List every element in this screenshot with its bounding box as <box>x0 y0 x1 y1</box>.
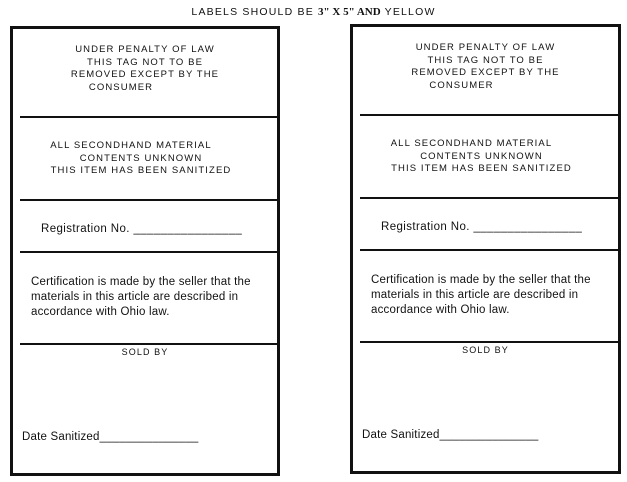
date-sanitized: Date Sanitized_______________ <box>362 429 539 441</box>
certification-text <box>371 273 591 318</box>
divider <box>360 341 618 343</box>
contents-text <box>345 138 618 176</box>
contents-line: CONTENTS UNKNOWN <box>79 152 203 164</box>
sold-by-label: SOLD BY <box>121 347 169 357</box>
contents-line: CONTENTS UNKNOWN <box>420 150 543 162</box>
tag-right <box>350 24 621 474</box>
warning-line: REMOVED EXCEPT BY THE <box>411 67 560 78</box>
certification-text <box>31 275 251 320</box>
warning-text <box>13 44 277 94</box>
header-text-2: YELLOW <box>384 6 436 18</box>
divider <box>360 197 618 199</box>
divider <box>360 114 618 116</box>
contents-line: ALL SECONDHAND MATERIAL <box>390 138 553 149</box>
warning-line: UNDER PENALTY OF LAW <box>415 42 556 53</box>
contents-line: ALL SECONDHAND MATERIAL <box>50 140 212 151</box>
certification-line: Certification is made by the seller that the <box>31 276 251 288</box>
divider <box>20 343 277 345</box>
divider <box>20 199 277 201</box>
warning-line: THIS TAG NOT TO BE <box>427 54 544 66</box>
registration-number: Registration No. ________________ <box>41 223 243 235</box>
tag-left <box>10 26 280 476</box>
certification-line: materials in this article are described in <box>371 289 579 301</box>
warning-line: CONSUMER <box>88 81 154 93</box>
contents-line: THIS ITEM HAS BEEN SANITIZED <box>391 163 572 174</box>
header-size: 3" X 5" AND <box>318 6 381 18</box>
contents-line: THIS ITEM HAS BEEN SANITIZED <box>50 165 232 176</box>
contents-text <box>5 140 277 178</box>
registration-number: Registration No. ________________ <box>381 221 583 233</box>
warning-text <box>353 42 618 92</box>
warning-line: THIS TAG NOT TO BE <box>86 56 204 68</box>
divider <box>20 251 277 253</box>
certification-line: Certification is made by the seller that the <box>371 274 591 286</box>
sold-by-label: SOLD BY <box>462 345 509 355</box>
warning-line: UNDER PENALTY OF LAW <box>75 44 215 55</box>
page-header <box>0 6 627 18</box>
warning-line: CONSUMER <box>429 79 494 91</box>
divider <box>20 116 277 118</box>
divider <box>360 249 618 251</box>
date-sanitized: Date Sanitized_______________ <box>22 431 199 443</box>
header-text-1: LABELS SHOULD BE <box>191 6 314 18</box>
certification-line: materials in this article are described in <box>31 291 239 303</box>
warning-line: REMOVED EXCEPT BY THE <box>70 69 220 80</box>
certification-line: accordance with Ohio law. <box>31 306 170 318</box>
certification-line: accordance with Ohio law. <box>371 304 510 316</box>
